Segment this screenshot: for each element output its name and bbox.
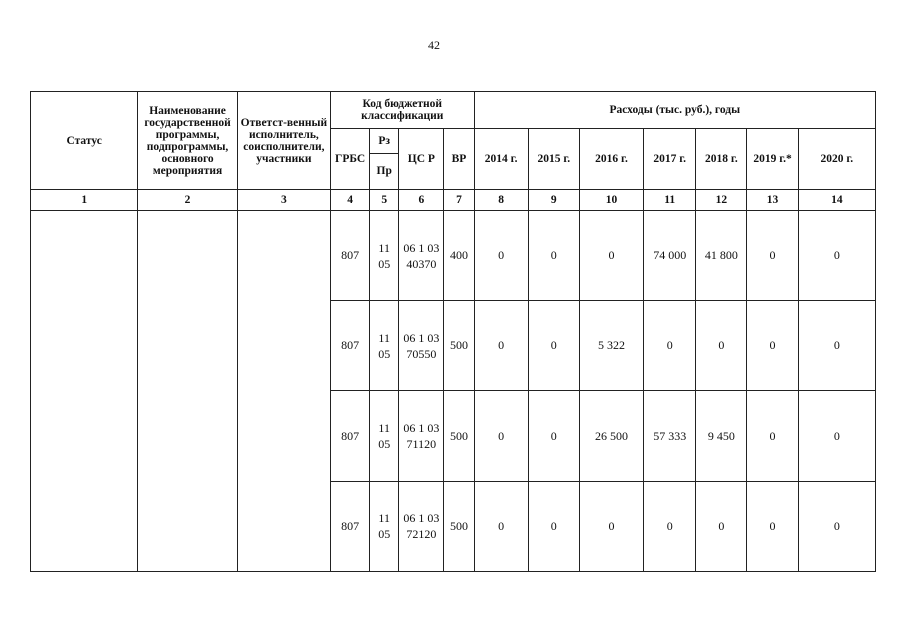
value-cell: 9 450 — [696, 391, 747, 481]
grbs-cell: 807 — [331, 481, 370, 571]
header-status: Статус — [31, 92, 138, 190]
vr-cell: 500 — [444, 481, 474, 571]
header-year: 2014 г. — [474, 128, 528, 190]
column-number: 13 — [747, 190, 798, 211]
status-cell — [31, 210, 138, 571]
column-number: 6 — [399, 190, 444, 211]
column-number: 8 — [474, 190, 528, 211]
header-year: 2018 г. — [696, 128, 747, 190]
column-number: 1 — [31, 190, 138, 211]
grbs-cell: 807 — [331, 391, 370, 481]
value-cell: 0 — [747, 481, 798, 571]
value-cell: 0 — [747, 210, 798, 300]
csr-cell: 06 1 03 40370 — [399, 210, 444, 300]
header-grbs: ГРБС — [331, 128, 370, 190]
value-cell: 57 333 — [644, 391, 696, 481]
value-cell: 0 — [798, 301, 875, 391]
column-number: 7 — [444, 190, 474, 211]
value-cell: 0 — [579, 481, 643, 571]
grbs-cell: 807 — [331, 301, 370, 391]
name-cell — [138, 210, 237, 571]
value-cell: 0 — [798, 391, 875, 481]
header-year: 2019 г.* — [747, 128, 798, 190]
vr-cell: 500 — [444, 391, 474, 481]
grbs-cell: 807 — [331, 210, 370, 300]
value-cell: 0 — [528, 391, 579, 481]
budget-table — [30, 91, 876, 572]
vr-cell: 400 — [444, 210, 474, 300]
rz-pr-cell: 11 05 — [370, 481, 399, 571]
header-year: 2020 г. — [798, 128, 875, 190]
value-cell: 5 322 — [579, 301, 643, 391]
csr-cell: 06 1 03 70550 — [399, 301, 444, 391]
value-cell: 0 — [474, 301, 528, 391]
header-rz: Рз — [370, 128, 399, 153]
csr-cell: 06 1 03 72120 — [399, 481, 444, 571]
header-csr: ЦС Р — [399, 128, 444, 190]
value-cell: 0 — [747, 391, 798, 481]
value-cell: 0 — [696, 301, 747, 391]
rz-pr-cell: 11 05 — [370, 391, 399, 481]
value-cell: 0 — [474, 210, 528, 300]
column-number: 3 — [237, 190, 330, 211]
value-cell: 0 — [747, 301, 798, 391]
header-year: 2016 г. — [579, 128, 643, 190]
header-pr: Пр — [370, 153, 399, 190]
column-number: 4 — [331, 190, 370, 211]
header-name: Наименование государственной программы, подпрограммы, основного мероприятия — [138, 92, 237, 190]
value-cell: 0 — [798, 481, 875, 571]
value-cell: 74 000 — [644, 210, 696, 300]
column-number: 5 — [370, 190, 399, 211]
rz-pr-cell: 11 05 — [370, 301, 399, 391]
value-cell: 0 — [798, 210, 875, 300]
value-cell: 0 — [474, 481, 528, 571]
column-number: 9 — [528, 190, 579, 211]
header-year: 2017 г. — [644, 128, 696, 190]
value-cell: 0 — [528, 301, 579, 391]
rz-pr-cell: 11 05 — [370, 210, 399, 300]
value-cell: 0 — [579, 210, 643, 300]
column-number: 11 — [644, 190, 696, 211]
column-number: 2 — [138, 190, 237, 211]
column-number: 14 — [798, 190, 875, 211]
executor-cell — [237, 210, 330, 571]
table-row — [31, 210, 876, 300]
column-number: 10 — [579, 190, 643, 211]
value-cell: 0 — [644, 301, 696, 391]
value-cell: 26 500 — [579, 391, 643, 481]
header-budget-code: Код бюджетной классификации — [331, 92, 475, 129]
header-vr: ВР — [444, 128, 474, 190]
column-number: 12 — [696, 190, 747, 211]
value-cell: 41 800 — [696, 210, 747, 300]
header-year: 2015 г. — [528, 128, 579, 190]
vr-cell: 500 — [444, 301, 474, 391]
page-number: 42 — [428, 38, 440, 52]
value-cell: 0 — [528, 210, 579, 300]
value-cell: 0 — [644, 481, 696, 571]
header-executor: Ответст-венный исполнитель, соисполнители, участники — [237, 92, 330, 190]
header-expenses: Расходы (тыс. руб.), годы — [474, 92, 875, 129]
value-cell: 0 — [696, 481, 747, 571]
value-cell: 0 — [528, 481, 579, 571]
value-cell: 0 — [474, 391, 528, 481]
csr-cell: 06 1 03 71120 — [399, 391, 444, 481]
